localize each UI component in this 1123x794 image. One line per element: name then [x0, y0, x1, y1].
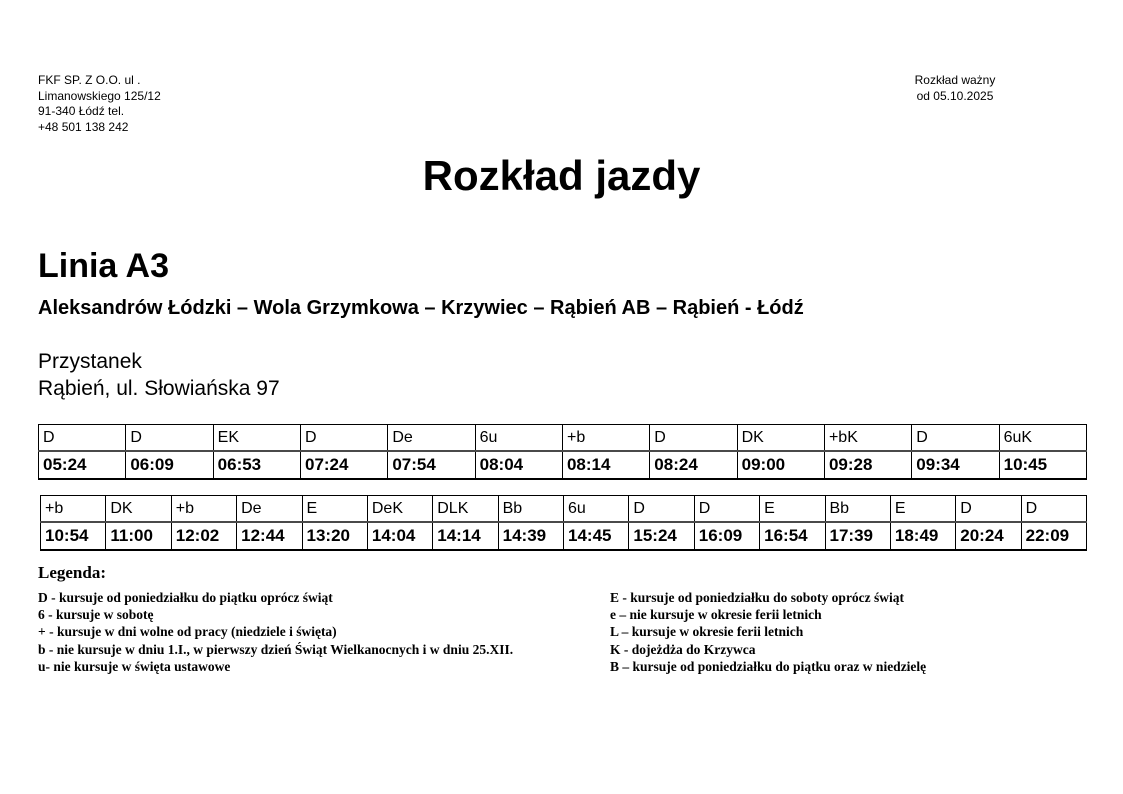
service-code-cell: D: [126, 425, 213, 452]
service-code-row: [39, 425, 1087, 452]
departure-time-cell: 13:20: [302, 522, 367, 550]
validity-line: Rozkład ważny: [914, 73, 996, 87]
departure-time-cell: 09:34: [912, 451, 999, 479]
company-address-line: 91-340 Łódź tel.: [38, 104, 125, 118]
service-code-cell: DK: [737, 425, 824, 452]
page-title: Rozkład jazdy: [422, 152, 701, 199]
departure-time-cell: 05:24: [39, 451, 126, 479]
service-code-cell: E: [302, 496, 367, 523]
departures-table-morning: [38, 424, 1087, 480]
departure-time-cell: 06:09: [126, 451, 213, 479]
service-code-cell: D: [629, 496, 694, 523]
stop-block: [38, 348, 280, 402]
departure-time-cell: 07:54: [388, 451, 475, 479]
validity-block: [893, 73, 1017, 104]
legend-entry: b - nie kursuje w dniu 1.I., w pierwszy dzień Świąt Wielkanocnych i w dniu 25.XII.: [38, 641, 514, 657]
service-code-cell: D: [956, 496, 1021, 523]
departure-time-cell: 16:54: [760, 522, 825, 550]
legend-title: Legenda:: [38, 563, 106, 582]
service-code-cell: +bK: [824, 425, 911, 452]
departure-time-cell: 14:45: [564, 522, 629, 550]
legend-entry: u- nie kursuje w święta ustawowe: [38, 658, 231, 674]
departure-time-cell: 09:00: [737, 451, 824, 479]
departure-time-cell: 08:14: [562, 451, 649, 479]
legend-column-left: [38, 589, 603, 675]
departure-time-cell: 22:09: [1021, 522, 1086, 550]
departure-time-cell: 20:24: [956, 522, 1021, 550]
service-code-cell: D: [39, 425, 126, 452]
legend-entry: B – kursuje od poniedziałku do piątku oraz w niedzielę: [610, 658, 927, 674]
departure-time-cell: 16:09: [694, 522, 759, 550]
service-code-cell: D: [300, 425, 387, 452]
route-description: Aleksandrów Łódzki – Wola Grzymkowa – Krzywiec – Rąbień AB – Rąbień - Łódź: [38, 297, 804, 319]
departure-time-cell: 08:04: [475, 451, 562, 479]
service-code-cell: De: [388, 425, 475, 452]
service-code-cell: +b: [171, 496, 236, 523]
service-code-cell: De: [237, 496, 302, 523]
legend-entry: e – nie kursuje w okresie ferii letnich: [610, 607, 822, 623]
service-code-cell: DLK: [433, 496, 498, 523]
service-code-cell: D: [912, 425, 999, 452]
service-code-cell: 6u: [475, 425, 562, 452]
departure-time-cell: 14:14: [433, 522, 498, 550]
departure-time-cell: 18:49: [890, 522, 955, 550]
stop-label: Przystanek: [38, 350, 142, 373]
service-code-cell: DK: [106, 496, 171, 523]
service-code-cell: DeK: [367, 496, 432, 523]
departure-time-cell: 14:04: [367, 522, 432, 550]
service-code-row: [41, 496, 1087, 523]
departure-time-cell: 11:00: [106, 522, 171, 550]
departure-time-cell: 10:45: [999, 451, 1086, 479]
departure-time-cell: 06:53: [213, 451, 300, 479]
service-code-cell: E: [760, 496, 825, 523]
service-code-cell: D: [694, 496, 759, 523]
departure-time-cell: 14:39: [498, 522, 563, 550]
company-address-block: [38, 73, 161, 135]
service-code-cell: D: [650, 425, 737, 452]
legend-entry: K - dojeżdża do Krzywca: [610, 641, 756, 657]
legend-entry: E - kursuje od poniedziałku do soboty oprócz świąt: [610, 590, 905, 605]
departure-time-cell: 09:28: [824, 451, 911, 479]
legend-entry: L – kursuje w okresie ferii letnich: [610, 624, 804, 640]
departure-time-cell: 12:02: [171, 522, 236, 550]
line-number-heading: Linia A3: [38, 247, 169, 285]
departure-time-cell: 07:24: [300, 451, 387, 479]
service-code-cell: EK: [213, 425, 300, 452]
service-code-cell: Bb: [825, 496, 890, 523]
service-code-cell: D: [1021, 496, 1086, 523]
departure-time-cell: 15:24: [629, 522, 694, 550]
legend-entry: 6 - kursuje w sobotę: [38, 607, 154, 623]
company-address-line: FKF SP. Z O.O. ul .: [38, 73, 141, 87]
legend-entry: D - kursuje od poniedziałku do piątku oprócz świąt: [38, 590, 333, 605]
company-address-line: +48 501 138 242: [38, 119, 129, 134]
legend-entry: + - kursuje w dni wolne od pracy (niedziele i święta): [38, 624, 337, 640]
departure-time-cell: 10:54: [41, 522, 106, 550]
legend-column-right: [610, 589, 1090, 675]
validity-line: od 05.10.2025: [916, 88, 994, 103]
service-code-cell: 6u: [564, 496, 629, 523]
service-code-cell: Bb: [498, 496, 563, 523]
departure-time-cell: 12:44: [237, 522, 302, 550]
departure-time-row: [41, 522, 1087, 550]
service-code-cell: +b: [562, 425, 649, 452]
service-code-cell: E: [890, 496, 955, 523]
departure-time-row: [39, 451, 1087, 479]
departures-table-afternoon: [40, 495, 1087, 551]
service-code-cell: 6uK: [999, 425, 1086, 452]
company-address-line: Limanowskiego 125/12: [38, 88, 161, 103]
service-code-cell: +b: [41, 496, 106, 523]
stop-name: Rąbień, ul. Słowiańska 97: [38, 377, 280, 400]
departure-time-cell: 17:39: [825, 522, 890, 550]
departure-time-cell: 08:24: [650, 451, 737, 479]
